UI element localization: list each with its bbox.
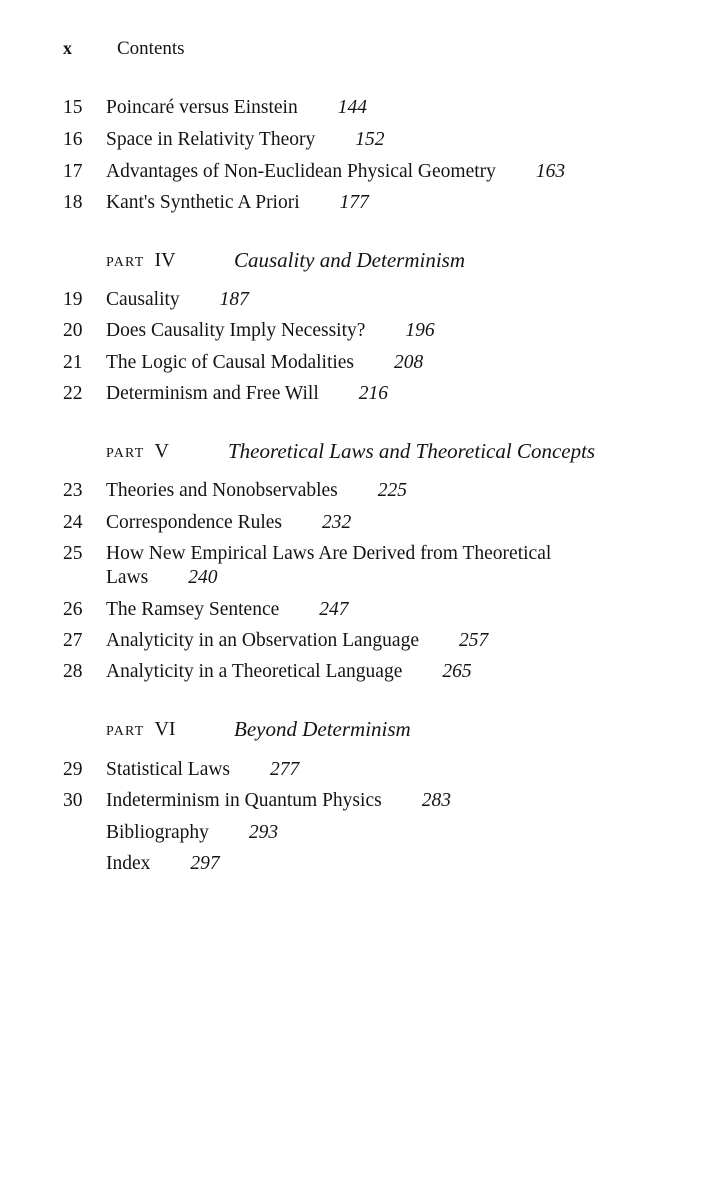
chapter-title <box>106 542 596 590</box>
part-heading <box>106 718 706 744</box>
chapter-number: 25 <box>63 543 83 564</box>
chapter-title <box>106 351 423 375</box>
chapter-title <box>106 191 369 215</box>
chapter-page: 277 <box>270 759 300 780</box>
chapter-page: 297 <box>190 853 220 874</box>
part-number: IV <box>154 249 176 271</box>
chapter-title <box>106 660 472 684</box>
chapter-page: 257 <box>459 630 489 651</box>
part-heading <box>106 249 706 275</box>
part-label: PART <box>106 255 145 270</box>
chapter-title <box>106 382 388 406</box>
chapter-number: 22 <box>63 383 83 404</box>
chapter-number: 28 <box>63 661 83 682</box>
chapter-title-text: How New Empirical Laws Are Derived from Theoretical Laws <box>106 543 552 588</box>
chapter-page: 240 <box>188 567 218 588</box>
chapter-title <box>106 96 367 120</box>
chapter-title-text: Determinism and Free Will <box>106 383 319 404</box>
chapter-number: 29 <box>63 759 83 780</box>
chapter-title <box>106 629 488 653</box>
chapter-number: 23 <box>63 480 83 501</box>
chapter-title-text: Index <box>106 853 151 874</box>
chapter-title <box>106 852 220 876</box>
chapter-title-text: Correspondence Rules <box>106 512 282 533</box>
chapter-title <box>106 511 351 535</box>
part-heading <box>106 440 706 466</box>
chapter-title-text: Kant's Synthetic A Priori <box>106 192 300 213</box>
chapter-number: 18 <box>63 192 83 213</box>
chapter-title-text: Indeterminism in Quantum Physics <box>106 790 382 811</box>
chapter-page: 216 <box>358 383 389 404</box>
chapter-page: 265 <box>442 661 472 682</box>
chapter-number: 20 <box>63 320 83 341</box>
part-number: VI <box>154 718 176 740</box>
chapter-title-text: Bibliography <box>106 822 209 843</box>
chapter-number: 16 <box>63 129 83 150</box>
part-label: PART <box>106 446 145 461</box>
chapter-page: 225 <box>377 480 408 501</box>
chapter-title <box>106 758 299 782</box>
part-label: PART <box>106 724 145 739</box>
chapter-page: 208 <box>394 352 424 373</box>
chapter-page: 163 <box>535 161 566 182</box>
chapter-title <box>106 789 451 813</box>
chapter-page: 283 <box>421 790 451 811</box>
chapter-page: 232 <box>322 512 352 533</box>
chapter-page: 152 <box>355 129 385 150</box>
chapter-title <box>106 160 565 184</box>
chapter-title-text: Analyticity in a Theoretical Language <box>106 661 403 682</box>
part-title: Causality and Determinism <box>234 248 465 272</box>
chapter-title-text: Analyticity in an Observation Language <box>106 630 419 651</box>
chapter-number: 17 <box>63 161 83 182</box>
part-title: Theoretical Laws and Theoretical Concepts <box>228 439 596 463</box>
part-title: Beyond Determinism <box>234 717 411 741</box>
chapter-title <box>106 598 349 622</box>
chapter-title-text: Statistical Laws <box>106 759 231 780</box>
chapter-page: 187 <box>219 289 249 310</box>
chapter-title-text: Advantages of Non-Euclidean Physical Geometry <box>106 161 496 182</box>
chapter-number: 19 <box>63 289 83 310</box>
chapter-number: 26 <box>63 599 83 620</box>
chapter-number: 30 <box>63 790 83 811</box>
chapter-title-text: Causality <box>106 289 180 310</box>
page-folio: x <box>63 38 72 58</box>
chapter-title-text: Does Causality Imply Necessity? <box>106 320 366 341</box>
chapter-number: 24 <box>63 512 83 533</box>
chapter-page: 247 <box>319 599 349 620</box>
chapter-number: 21 <box>63 352 83 373</box>
chapter-page: 293 <box>248 822 279 843</box>
chapter-page: 144 <box>337 97 367 118</box>
chapter-title-text: Space in Relativity Theory <box>106 129 316 150</box>
chapter-title <box>106 319 435 343</box>
chapter-title-text: Poincaré versus Einstein <box>106 97 298 118</box>
chapter-title-text: The Logic of Causal Modalities <box>106 352 355 373</box>
chapter-page: 177 <box>339 192 369 213</box>
chapter-title <box>106 821 278 845</box>
running-head-title: Contents <box>117 38 185 59</box>
chapter-title <box>106 128 384 152</box>
part-number: V <box>154 440 169 462</box>
chapter-title <box>106 479 407 503</box>
chapter-number: 15 <box>63 97 83 118</box>
chapter-title-text: The Ramsey Sentence <box>106 599 280 620</box>
chapter-title-text: Theories and Nonobservables <box>106 480 338 501</box>
chapter-title <box>106 288 249 312</box>
chapter-page: 196 <box>405 320 435 341</box>
chapter-number: 27 <box>63 630 83 651</box>
